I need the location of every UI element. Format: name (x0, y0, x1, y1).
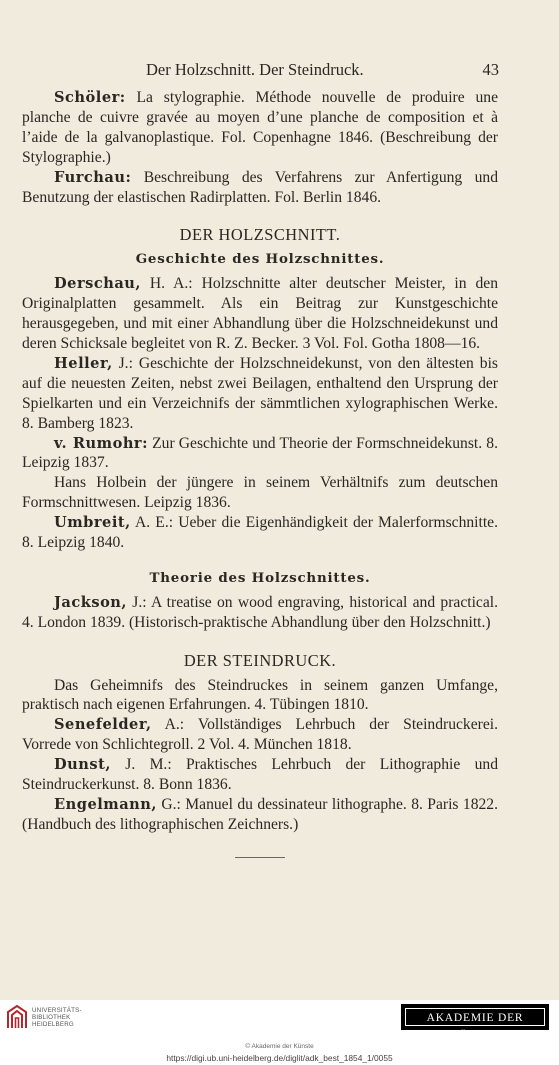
bib-entry (22, 676, 498, 716)
bib-entry (22, 795, 498, 835)
source-url[interactable]: https://digi.ub.uni-heidelberg.de/diglit/adk_best_1854_1/0055 (166, 1053, 393, 1063)
entry-author: Heller, (54, 354, 113, 372)
bib-entry (22, 88, 498, 168)
entry-text: Das Geheimnifs des Steindruckes in seinem ganzen Umfange, praktisch nach eigenen Erfahrungen. 4. Tübingen 1810. (22, 676, 498, 714)
bib-entry (22, 593, 498, 633)
bib-entry (22, 274, 498, 354)
running-title: Der Holzschnitt. Der Steindruck. (146, 60, 364, 79)
entry-text: G.: Manuel du dessinateur lithographe. 8. Paris 1822. (Handbuch des lithographischen Zeichners.) (22, 796, 498, 833)
section-title-steindruck: DER STEINDRUCK. (183, 650, 337, 670)
entry-text: A.: Vollständiges Lehrbuch der Steindruckerei. Vorrede von Schlichtegroll. 2 Vol. 4. München 1818. (22, 716, 498, 754)
page-number: 43 (482, 60, 499, 79)
bib-entry (22, 434, 498, 474)
entry-text: Zur Geschichte und Theorie der Formschneidekunst. 8. Leipzig 1837. (22, 434, 498, 472)
bib-entry (22, 513, 498, 553)
library-logo[interactable] (6, 1004, 126, 1034)
entry-text: A. E.: Ueber die Eigenhändigkeit der Malerformschnitte. 8. Leipzig 1840. (22, 514, 498, 552)
entry-text: Beschreibung des Verfahrens zur Anfertigung und Benutzung der elastischen Radirplatten. Fol. Berlin 1846. (22, 168, 498, 206)
viewer-footer (0, 1000, 559, 1065)
library-name: UNIVERSITÄTS- BIBLIOTHEK HEIDELBERG (32, 1007, 82, 1029)
akademie-badge-label: AKADEMIE DER KÜNSTE (405, 1008, 545, 1026)
entry-text: J.: A treatise on wood engraving, historical and practical. 4. London 1839. (Historisch-praktische Abhandlung über den Holzschnitt.) (22, 593, 498, 631)
entry-author: Furchau: (54, 168, 132, 186)
closing-rule (235, 857, 285, 858)
running-header (22, 60, 499, 80)
bib-entry (22, 473, 498, 513)
section-title-holzschnitt: DER HOLZSCHNITT. (179, 225, 341, 245)
heidelberg-library-icon (6, 1004, 28, 1030)
entry-author: Schöler: (54, 89, 126, 106)
entry-text: La stylographie. Méthode nouvelle de produire une planche de cuivre gravée au moyen d’une planche de composition et à l’aide de la galvanoplastique. Fol. Copenhagne 1846. (Beschreibung der Stylographie.) (22, 89, 498, 166)
bib-entry (22, 755, 498, 795)
entry-text: Hans Holbein der jüngere in seinem Verhältnifs zum deutschen Formschnittwesen. Leipzig 1836. (22, 474, 498, 512)
bib-entry (22, 168, 498, 208)
entry-author: Engelmann, (54, 796, 157, 813)
page-body (22, 88, 498, 858)
entry-author: Senefelder, (54, 716, 152, 734)
entry-text: J. M.: Praktisches Lehrbuch der Lithographie und Steindruckerkunst. 8. Bonn 1836. (22, 756, 498, 794)
entry-text: J.: Geschichte der Holzschneidekunst, von den ältesten bis auf die neuesten Zeiten, nebst zwei Beilagen, enthaltend den Ursprung der Spielkarten und ein Verzeichnifs der sämmtlichen xylographischen Werke. 8. Bamberg 1823. (22, 354, 498, 432)
subsection-title-geschichte: Geschichte des Holzschnittes. (135, 251, 385, 268)
copyright-notice: © Akademie der Künste (245, 1043, 314, 1050)
entry-author: Jackson, (54, 593, 127, 611)
entry-text: H. A.: Holzschnitte alter deutscher Meister, in den Originalplatten gesammelt. Als ein Beitrag zur Kunstgeschichte herausgegeben, und mit einer Abhandlung über die Holzschneidekunst und deren Schicksale begleitet von R. Z. Becker. 3 Vol. Fol. Gotha 1808—16. (22, 275, 498, 352)
subsection-title-theorie: Theorie des Holzschnittes. (149, 569, 371, 586)
entry-author: Derschau, (54, 275, 141, 293)
akademie-badge[interactable] (401, 1004, 549, 1042)
entry-author: v. Rumohr: (54, 434, 149, 452)
entry-author: Umbreit, (54, 514, 131, 532)
entry-author: Dunst, (54, 756, 111, 774)
bib-entry (22, 715, 498, 755)
bib-entry (22, 354, 498, 434)
